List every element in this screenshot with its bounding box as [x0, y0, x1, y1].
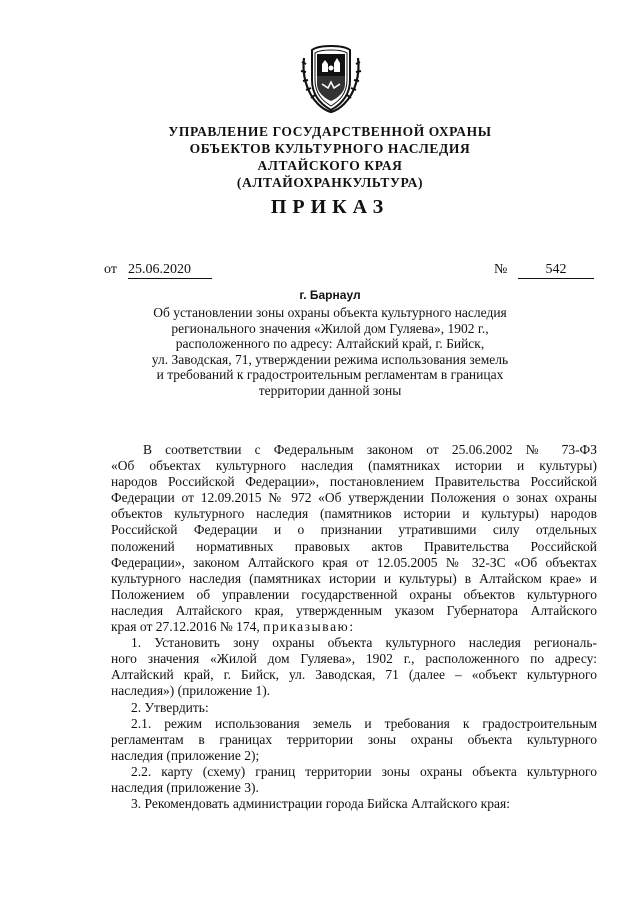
document-title: ПРИКАЗ [270, 196, 390, 218]
order-word: приказываю: [263, 619, 355, 635]
item1-line-4: наследия») (приложение 1). [111, 683, 271, 699]
order-number: 542 [518, 262, 594, 279]
subject-line-2: регионального значения «Жилой дом Гуляева», 1902 г., [171, 320, 489, 336]
org-line-3: АЛТАЙСКОГО КРАЯ [257, 158, 403, 173]
item21-line-2: регламентам в границах территории зоны охраны объекта культурного [111, 731, 597, 747]
item1-line-2: ного значения «Жилой дом Гуляева», 1902 г., расположенного по адресу: [111, 651, 597, 667]
order-date: 25.06.2020 [128, 262, 212, 279]
org-line-4: (АЛТАЙОХРАНКУЛЬТУРА) [236, 175, 424, 190]
preamble-line-8: Федерации», законом Алтайского края от 12.05.2005 № 32-ЗС «Об объектах [111, 554, 597, 570]
item1-line-3: Алтайский край, г. Бийск, ул. Заводская, 71 (далее – «объект культурного [111, 667, 597, 683]
date-prefix: от [104, 262, 117, 277]
subject-line-4: ул. Заводская, 71, утверждении режима использования земель [151, 351, 509, 367]
altai-coat-of-arms-emblem [300, 44, 362, 114]
preamble-last: края от 27.12.2016 № 174, [111, 619, 260, 635]
preamble-line-9: культурного наследия (памятниках истории и культуры) в Алтайском крае» и [111, 570, 597, 586]
preamble-line-6: Российской Федерации и о признании утратившими силу отдельных [111, 522, 597, 538]
item3-line: 3. Рекомендовать администрации города Бийска Алтайского края: [131, 796, 510, 812]
preamble-line-5: объектов культурного наследия (памятников истории и культуры) народов [111, 506, 597, 522]
item2-line: 2. Утвердить: [131, 699, 209, 715]
item1-line-1: 1. Установить зону охраны объекта культурного наследия региональ- [131, 635, 597, 651]
preamble-line-10: Положением об управлении государственной охраны объектов культурного [111, 586, 597, 602]
preamble-line-11: наследия Алтайского края, утвержденным указом Губернатора Алтайского [111, 602, 597, 618]
preamble-line-4: Федерации от 12.09.2015 № 972 «Об утверждении Положения о зонах охраны [111, 490, 597, 506]
item22-line-2: наследия (приложение 3). [111, 779, 259, 795]
order-subject [130, 305, 530, 399]
preamble-line-7: положений нормативных правовых актов Правительства Российской [111, 538, 597, 554]
item21-line-3: наследия (приложение 2); [111, 747, 260, 763]
city-name: г. Барнаул [299, 288, 361, 302]
number-prefix: № [494, 262, 508, 277]
subject-line-1: Об установлении зоны охраны объекта культурного наследия [153, 305, 507, 320]
preamble-line-2: «Об объектах культурного наследия (памятниках истории и культуры) [111, 458, 597, 474]
subject-line-6: территории данной зоны [258, 382, 402, 398]
preamble-line-12 [111, 619, 597, 635]
org-line-1: УПРАВЛЕНИЕ ГОСУДАРСТВЕННОЙ ОХРАНЫ [168, 124, 492, 139]
preamble-line-1: В соответствии с Федеральным законом от 25.06.2002 № 73-ФЗ [143, 442, 597, 457]
org-line-2: ОБЪЕКТОВ КУЛЬТУРНОГО НАСЛЕДИЯ [189, 141, 471, 156]
subject-line-5: и требований к градостроительным регламентам в границах [156, 367, 504, 383]
item21-line-1: 2.1. режим использования земель и требования к градостроительным [131, 715, 597, 731]
organization-name [140, 123, 520, 191]
order-body [111, 442, 597, 812]
preamble-line-3: народов Российской Федерации», постановлением Правительства Российской [111, 474, 597, 490]
item22-line-1: 2.2. карту (схему) границ территории зоны охраны объекта культурного [131, 763, 597, 779]
subject-line-3: расположенного по адресу: Алтайский край, г. Бийск, [175, 336, 485, 352]
